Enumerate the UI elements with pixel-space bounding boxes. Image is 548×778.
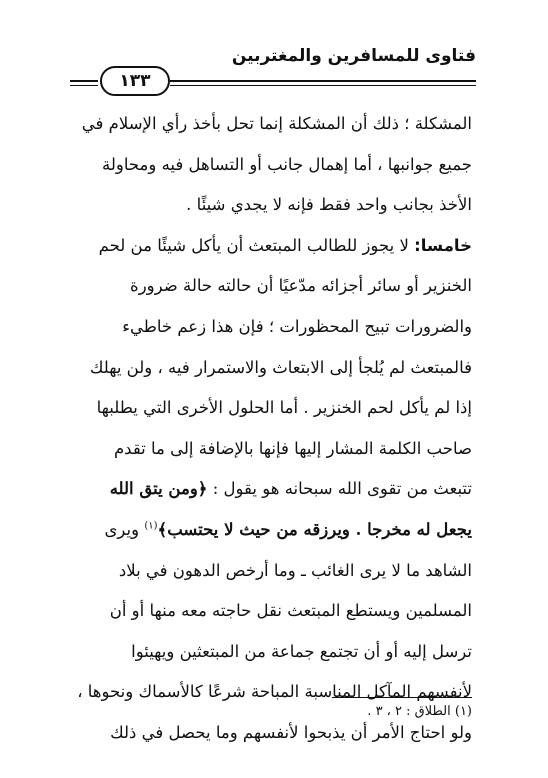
text-line: ولو احتاج الأمر أن يذبحوا لأنفسهم وما يحصل في ذلك bbox=[110, 722, 472, 742]
text-line: الأخذ بجانب واحد فقط فإنه لا يجدي شيئًا . bbox=[186, 195, 472, 215]
footnote-rule bbox=[332, 697, 472, 698]
text-line: لأنفسهم المآكل المناسبة المباحة شرعًا كالأسماك ونحوها ، bbox=[77, 682, 472, 702]
footnote: (١) الطلاق : ٢ ، ٣ . bbox=[367, 704, 472, 719]
and-word: و bbox=[131, 519, 140, 539]
header-rule-left bbox=[70, 80, 98, 86]
quran-quote-part2: يجعل له مخرجا . ويرزقه من حيث لا يحتسب﴾ bbox=[157, 519, 472, 539]
text-line: المشكلة ؛ ذلك أن المشكلة إنما تحل بأخذ رأي الإسلام في bbox=[81, 114, 472, 133]
text-segment: تتبعث من تقوى الله سبحانه هو يقول : bbox=[212, 479, 472, 499]
text-line-quote-end bbox=[74, 510, 472, 551]
page-number: ١٣٣ bbox=[100, 66, 170, 96]
text-line-fifth bbox=[74, 226, 472, 267]
quran-quote-part1: ﴿ومن يتق الله bbox=[109, 479, 208, 499]
text-line: الخنزير أو سائر أجزائه مدّعيًا أن حالته حالة ضرورة bbox=[130, 276, 472, 296]
text-line: صاحب الكلمة المشار إليها فإنها بالإضافة إلى ما تقدم bbox=[113, 438, 472, 458]
footnote-reference: (١) bbox=[144, 520, 158, 532]
section-label: خامسا: bbox=[414, 235, 472, 255]
header-rule-right bbox=[170, 80, 476, 86]
running-title: فتاوى للمسافرين والمغتربين bbox=[231, 46, 476, 66]
text-line: ترسل إليه أو أن تجتمع جماعة من المبتعثين ويهيئوا bbox=[131, 641, 472, 661]
text-segment: يرى bbox=[104, 519, 132, 539]
text-segment: لا يجوز للطالب المبتعث أن يأكل شيئًا من لحم bbox=[98, 235, 409, 255]
body-text bbox=[74, 104, 472, 754]
text-line: فالمبتعث لم يُلجأ إلى الابتعاث والاستمرار فيه ، ولن يهلك bbox=[89, 357, 472, 377]
text-line: إذا لم يأكل لحم الخنزير . أما الحلول الأخرى التي يطلبها bbox=[96, 398, 472, 418]
text-line: المسلمين ويستطع المبتعث نقل حاجته معه منها أو أن bbox=[109, 601, 472, 621]
text-line: والضرورات تبيح المحظورات ؛ فإن هذا زعم خاطيء bbox=[122, 316, 472, 336]
text-line: جميع جوانبها ، أما إهمال جانب أو التساهل فيه ومحاولة bbox=[102, 154, 472, 174]
page-header bbox=[70, 36, 476, 94]
text-line: الشاهد ما لا يرى الغائب ـ وما أرخص الدهون في بلاد bbox=[118, 560, 472, 580]
text-line-quote-start bbox=[74, 469, 472, 510]
